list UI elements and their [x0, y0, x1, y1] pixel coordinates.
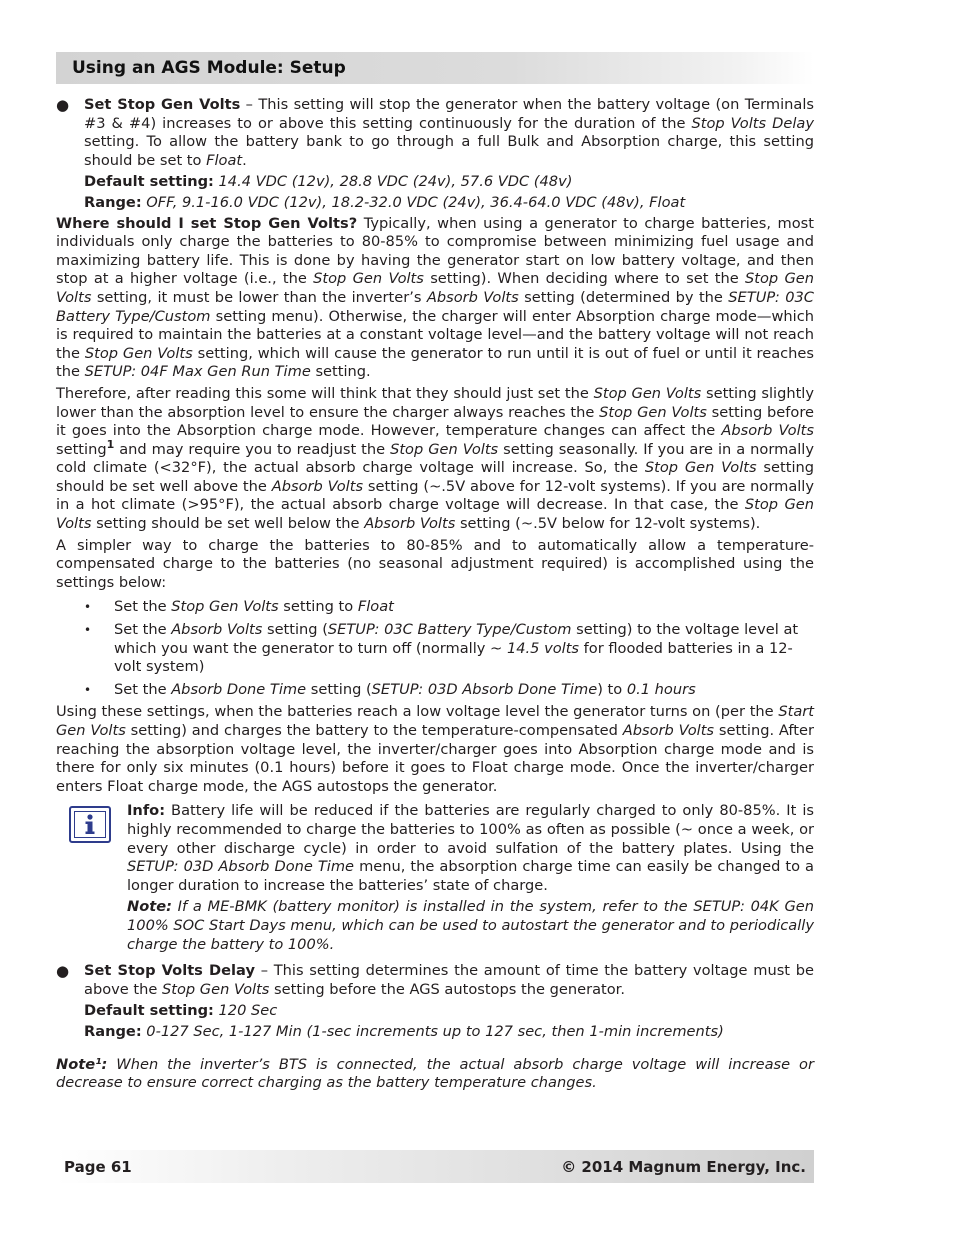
text-span: for flooded batteries in a 12-volt system): [114, 639, 793, 676]
text-span: setting (: [306, 680, 372, 698]
note-label: Note:: [127, 898, 172, 916]
text-span: setting to: [278, 598, 358, 616]
text-span: setting) and charges the battery to the temperature-compensated: [125, 722, 623, 739]
text-span: setting: [56, 440, 107, 458]
italic-span: Stop Gen Volts: [84, 344, 193, 362]
italic-span: SETUP: 03C Battery Type/Custom: [327, 621, 572, 639]
text-span: setting menu). Otherwise, the charger will enter Absorption charge mode—which is required to maintain the batteries at a constant voltage level—and the battery voltage will not reach the: [56, 307, 814, 362]
bullet-icon: •: [84, 600, 92, 615]
italic-span: SETUP: 03C Battery Type/Custom: [56, 288, 814, 325]
italic-span: SETUP: 03D Absorb Done Time: [371, 680, 598, 698]
text-span: setting). When deciding where to set the: [423, 270, 745, 288]
text-span: setting should be set well above the: [56, 459, 815, 495]
info-glyph-icon: [75, 812, 105, 837]
where-paragraph: [56, 215, 814, 382]
italic-span: Stop Gen Volts: [644, 459, 757, 477]
text-span: .: [242, 151, 247, 169]
footnote-text: When the inverter’s BTS is connected, the actual absorb charge voltage will increase or decrease to ensure correct charging as the battery temperature changes.: [56, 1055, 814, 1092]
using-paragraph: [56, 703, 814, 796]
italic-span: Absorb Volts: [721, 422, 814, 440]
info-icon: [69, 806, 111, 843]
page-body: [56, 96, 814, 1096]
italic-span: Stop Gen Volts: [313, 270, 424, 288]
text-span: Set the: [114, 598, 172, 616]
italic-span: 0.1 hours: [626, 680, 696, 698]
text-span: setting (determined by the: [518, 288, 729, 306]
italic-span: 14.5 volts: [506, 639, 580, 657]
stop-volts-delay-description: [84, 962, 814, 999]
default-label: Default setting:: [84, 1002, 214, 1020]
range-label: Range:: [84, 1022, 142, 1040]
text-span: setting slightly lower than the absorption level to ensure the charger always reaches the: [56, 384, 814, 421]
list-item: [56, 621, 814, 677]
italic-span: Float: [206, 151, 243, 169]
footnote: [56, 1056, 814, 1093]
stop-volts-delay-range: [56, 1023, 814, 1042]
italic-span: Stop Gen Volts: [390, 440, 499, 458]
list-item: [56, 681, 814, 700]
info-note: [127, 898, 814, 954]
info-text: [127, 802, 814, 895]
italic-span: Stop Gen Volts: [56, 496, 814, 533]
settings-list: [56, 598, 814, 699]
text-span: setting (~.5V above for 12-volt systems). If you are normally in a hot climate (>95°F), the actual absorb charge voltage will decrease. In that case, the: [56, 477, 815, 514]
text-span: setting should be set well below the: [91, 515, 365, 533]
footnote-marker: 1: [106, 437, 115, 451]
text-span: – This setting determines the amount of time the battery voltage must be above the: [84, 962, 814, 998]
text-span: setting (~.5V below for 12-volt systems).: [455, 515, 761, 533]
text-span: Using these settings, when the batteries reach a low voltage level the generator turns on (per the: [56, 703, 779, 721]
range-value: 0-127 Sec, 1-127 Min (1-sec increments up to 127 sec, then 1-min increments): [141, 1022, 724, 1040]
text-span: setting before the AGS autostops the generator.: [269, 980, 625, 998]
text-span: Battery life will be reduced if the batteries are regularly charged to only 80-85%. It is highly recommended to charge the batteries to 100% as often as possible (~ once a week, or every other discharge cycle) in order to avoid sulfation of the battery plates. Using the: [127, 802, 814, 857]
bullet-stop-volts-delay: [56, 962, 814, 999]
bullet-icon: •: [84, 682, 92, 697]
italic-span: Absorb Volts: [271, 477, 364, 495]
bullet-stop-gen-volts: [56, 96, 814, 170]
italic-span: SETUP: 04F Max Gen Run Time: [84, 363, 311, 381]
text-span: setting. After reaching the absorption voltage level, the inverter/charger goes into Absorption charge mode and is there for only six minutes (0.1 hours) before it goes to Float charge mode. Once the inverter/charger enters Float charge mode, the AGS autostops the generator.: [56, 722, 814, 795]
italic-span: Float: [357, 598, 394, 616]
question-label: Where should I set Stop Gen Volts?: [56, 214, 358, 232]
page-number: Page 61: [64, 1158, 132, 1176]
italic-span: Start Gen Volts: [56, 703, 814, 739]
range-value: OFF, 9.1-16.0 VDC (12v), 18.2-32.0 VDC (24v), 36.4-64.0 VDC (48v), Float: [141, 193, 686, 211]
stop-gen-volts-default: [56, 173, 814, 192]
default-label: Default setting:: [84, 173, 214, 191]
text-span: setting, which will cause the generator to run until it is out of fuel or until it reaches the: [56, 344, 814, 381]
page-footer: [56, 1150, 814, 1183]
term-label: Set Stop Volts Delay: [84, 962, 255, 980]
italic-span: Stop Gen Volts: [593, 384, 702, 402]
stop-volts-delay-default: [56, 1002, 814, 1021]
italic-span: Absorb Volts: [622, 722, 715, 739]
italic-span: SETUP: 03D Absorb Done Time: [127, 858, 355, 876]
italic-span: Stop Gen Volts: [599, 403, 707, 421]
stop-gen-volts-description: [84, 96, 814, 170]
italic-span: Stop Gen Volts: [161, 980, 270, 998]
info-icon-frame: [74, 811, 106, 838]
text-span: – This setting will stop the generator when the battery voltage (on Terminals #3 & #4) increases to or above this setting continuously for the duration of the: [84, 96, 814, 132]
section-header: [56, 52, 814, 84]
list-item: [56, 598, 814, 617]
info-box: [56, 802, 814, 954]
note-text: If a ME-BMK (battery monitor) is installed in the system, refer to the SETUP: 04K Gen 100% SOC Start Days menu, which can be used to autostart the generator and to periodically charge the battery to 100%.: [127, 898, 814, 953]
bullet-icon: •: [84, 623, 92, 638]
simpler-paragraph: A simpler way to charge the batteries to 80-85% and to automatically allow a temperature-compensated charge to the batteries (no seasonal adjustment required) is accomplished using the settings below:: [56, 536, 814, 591]
bullet-icon: ●: [56, 962, 70, 981]
footnote-label: Note¹:: [56, 1055, 108, 1073]
text-span: setting, it must be lower than the inverter’s: [91, 288, 427, 306]
default-value: 120 Sec: [213, 1002, 278, 1020]
bullet-icon: ●: [56, 96, 70, 114]
text-span: setting (: [262, 621, 328, 639]
italic-span: Absorb Volts: [364, 515, 456, 533]
italic-span: Absorb Done Time: [171, 680, 307, 698]
text-span: Set the: [114, 680, 172, 698]
text-span: setting before it goes into the Absorption charge mode. However, temperature changes can affect the: [56, 403, 814, 440]
text-span: setting.: [310, 363, 371, 381]
text-span: menu, the absorption charge time can easily be changed to a longer duration to increase the batteries’ state of charge.: [127, 858, 814, 894]
term-label: Set Stop Gen Volts: [84, 96, 241, 113]
default-value: 14.4 VDC (12v), 28.8 VDC (24v), 57.6 VDC (48v): [213, 173, 573, 191]
text-span: setting seasonally. If you are in a normally cold climate (<32°F), the actual absorb charge voltage will increase. So, the: [56, 440, 814, 477]
italic-span: Stop Gen Volts: [171, 598, 279, 616]
stop-gen-volts-range: [56, 194, 814, 213]
italic-span: Stop Volts Delay: [691, 114, 814, 132]
copyright: © 2014 Magnum Energy, Inc.: [561, 1158, 806, 1176]
text-span: setting. To allow the battery bank to go through a full Bulk and Absorption charge, this setting should be set to: [84, 133, 814, 169]
range-label: Range:: [84, 193, 142, 211]
therefore-paragraph: [56, 385, 814, 534]
text-span: Typically, when using a generator to charge batteries, most individuals only charge the batteries to 80-85% to compromise between minimizing fuel usage and maximizing battery life. This is done by having the generator start on low battery voltage, and then stop at a higher voltage (i.e., the: [56, 214, 814, 288]
text-span: and may require you to readjust the: [114, 440, 391, 458]
text-span: Set the: [114, 621, 172, 639]
italic-span: Absorb Volts: [426, 288, 519, 306]
info-label: Info:: [127, 802, 166, 820]
italic-span: Absorb Volts: [171, 621, 263, 639]
italic-span: Stop Gen Volts: [56, 270, 814, 306]
section-title: Using an AGS Module: Setup: [72, 58, 346, 78]
text-span: setting) to the voltage level at which you want the generator to turn off (normally ~: [114, 621, 799, 657]
text-span: Therefore, after reading this some will think that they should just set the: [56, 384, 594, 402]
text-span: ) to: [597, 680, 627, 698]
